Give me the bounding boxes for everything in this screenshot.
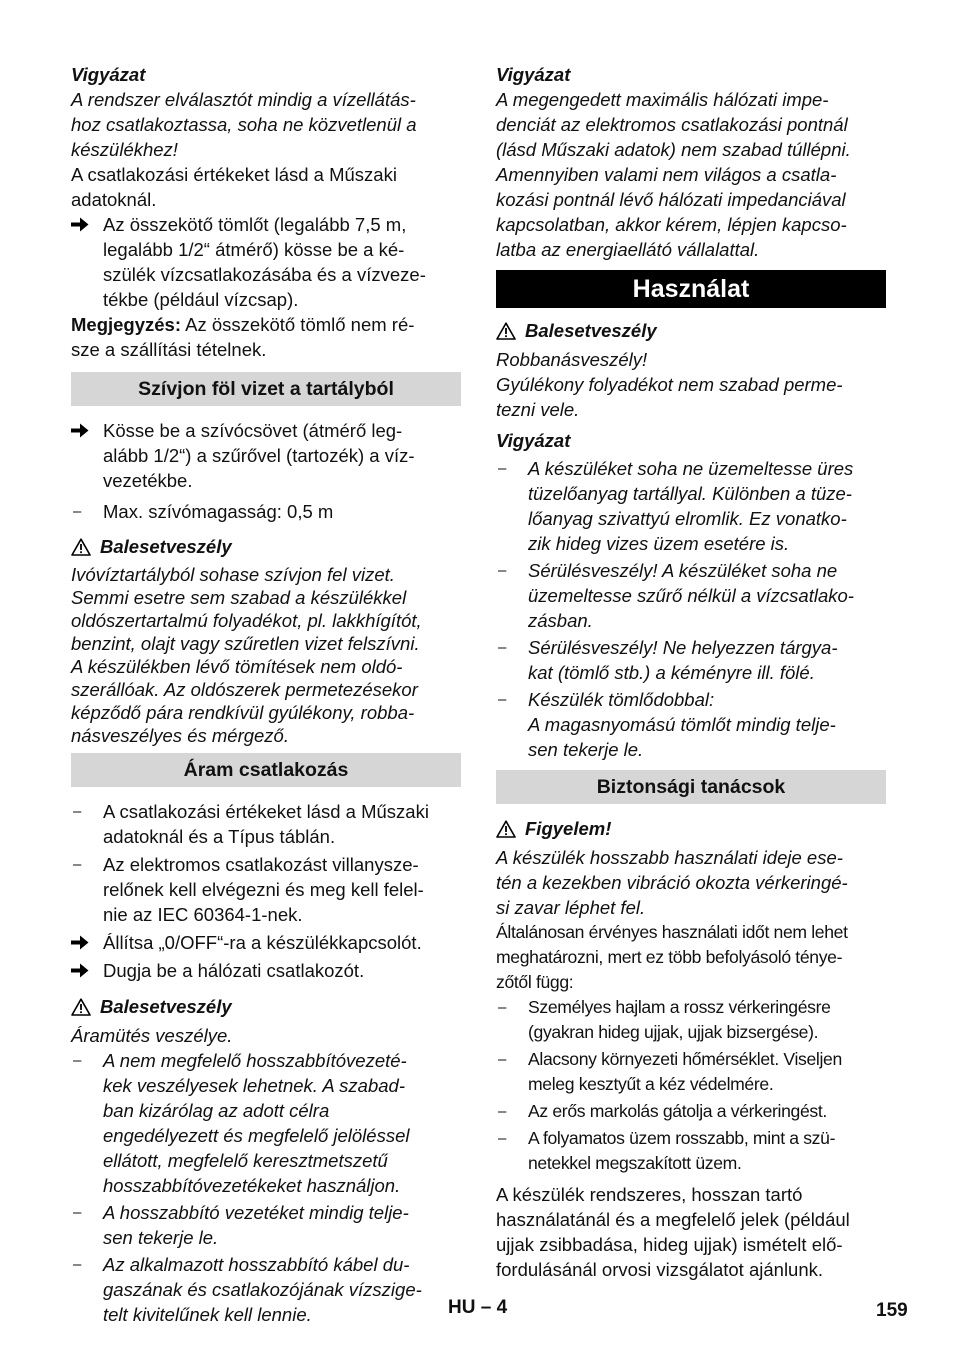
caution-text: A megengedett maximális hálózati impe- denciát az elektromos csatlakozási pontnál (lásd Műszaki adatok) nem szabad túllépni. Amennyiben valami nem világos a csatla- kozási pontnál lévő hálózati impedanciával kapcsolatban, akkor kérem, lépjen kapcso- latba az energiaellátó vállalattal. [496, 89, 851, 260]
list-item: – Az alkalmazott hosszabbító kábel du- gaszának és csatlakozójának vízszige- telt kivitelűnek kell lennie. [73, 1254, 422, 1325]
list-item: – Az erős markolás gátolja a vérkeringést. [498, 1101, 827, 1121]
danger-intro: Áramütés veszélye. [71, 1025, 233, 1046]
warning-triangle-icon [496, 322, 516, 340]
power-step-switch: Állítsa „0/OFF“-ra a készülékkapcsolót. [71, 930, 461, 956]
danger-heading: Balesetveszély [71, 534, 461, 559]
attention-text: A készülék hosszabb használati ideje ese- tén a kezekben vibráció okozta vérkeringé- si zavar léphet fel. [496, 847, 848, 918]
list-item: – Az elektromos csatlakozást villanysze- relőnek kell elvégezni és meg kell felel- nie az IEC 60364-1-nek. [73, 854, 424, 925]
list-item: – Alacsony környezeti hőmérséklet. Viseljen meleg kesztyűt a kéz védelmére. [498, 1049, 842, 1094]
warning-triangle-icon [71, 538, 91, 556]
danger-text: Ivóvíztartályból sohase szívjon fel vizet. Semmi esetre sem szabad a készülékkel oldószertartalmú folyadékot, pl. lakkhígítót, benzint, olajt vagy szűretlen vizet felszívni. A készülékben lévő tömítések nem oldó- szerállóak. Az oldószerek permetezésekor képződő pára rendkívül gyúlékony, robba- násveszélyes és mérgező. [71, 564, 422, 746]
power-step-plug: Dugja be a hálózati csatlakozót. [71, 958, 461, 984]
right-column [496, 62, 886, 1282]
warning-triangle-icon [496, 820, 516, 838]
left-column [71, 62, 461, 1327]
connection-values-note: A csatlakozási értékeket lásd a Műszaki adatoknál. [71, 164, 397, 210]
caution-heading: Vigyázat [496, 430, 571, 451]
caution-heading: Vigyázat [71, 64, 146, 85]
general-text: Általánosan érvényes használati időt nem lehet meghatározni, mert ez több befolyásoló ténye- zőtől függ: [496, 922, 848, 992]
section-heading-suction: Szívjon föl vizet a tartályból [71, 372, 461, 406]
attention-heading: Figyelem! [496, 816, 886, 841]
section-heading-usage: Használat [496, 270, 886, 308]
list-item: – Személyes hajlam a rossz vérkeringésre (gyakran hideg ujjak, ujjak bizsergése). [498, 997, 831, 1042]
arrow-right-icon [71, 212, 103, 238]
caution-text: A rendszer elválasztót mindig a vízellátás- hoz csatlakoztassa, soha ne közvetlenül a készülékhez! [71, 89, 417, 160]
list-item: – Sérülésveszély! Ne helyezzen tárgya- kat (tömlő stb.) a kéményre ill. fölé. [498, 637, 838, 683]
list-item: – A készüléket soha ne üzemeltesse üres tüzelőanyag tartállyal. Különben a tüze- lőanyag szivattyú elromlik. Ez vonatko- zik hideg vizes üzem esetére is. [498, 458, 854, 554]
list-item: – Készülék tömlődobbal: A magasnyomású tömlőt mindig telje- sen tekerje le. [498, 689, 836, 760]
list-item: – A hosszabbító vezetéket mindig telje- sen tekerje le. [73, 1202, 409, 1248]
danger-heading: Balesetveszély [496, 318, 886, 343]
list-item: – A csatlakozási értékeket lásd a Műszaki adatoknál és a Típus táblán. [73, 801, 429, 847]
arrow-right-icon [71, 930, 103, 956]
list-item: – A nem megfelelő hosszabbítóvezeté- kek veszélyesek lehetnek. A szabad- ban kizárólag az adott célra engedélyezett és megfelelő jelöléssel ellátott, megfelelő keresztmetszetű hosszabbítóvezetékeket használjon. [73, 1050, 410, 1196]
closing-text: A készülék rendszeres, hosszan tartó használatánál és a megfelelő jelek (például ujjak zsibbadása, hideg ujjak) ismételt elő- fordulásánál orvosi vizsgálatot ajánlunk. [496, 1184, 850, 1280]
page-number: 159 [876, 1300, 908, 1321]
arrow-right-icon [71, 418, 103, 444]
note-paragraph: Megjegyzés: Az összekötő tömlő nem ré- sze a szállítási tételnek. [71, 314, 415, 360]
danger-heading: Balesetveszély [71, 994, 461, 1019]
arrow-right-icon [71, 958, 103, 984]
hose-step: Az összekötő tömlőt (legalább 7,5 m, legalább 1/2“ átmérő) kösse be a ké- szülék vízcsatlakozásába és a vízveze- tékbe (például vízcsap). [71, 212, 461, 312]
list-item: – Max. szívómagasság: 0,5 m [73, 501, 334, 522]
list-item: – A folyamatos üzem rosszabb, mint a szü- netekkel megszakított üzem. [498, 1128, 836, 1173]
note-label: Megjegyzés: [71, 314, 182, 335]
warning-triangle-icon [71, 998, 91, 1016]
list-item: – Sérülésveszély! A készüléket soha ne üzemeltesse szűrő nélkül a vízcsatlako- zásban. [498, 560, 854, 631]
section-heading-power: Áram csatlakozás [71, 753, 461, 787]
section-heading-safety: Biztonsági tanácsok [496, 770, 886, 804]
danger-text: Robbanásveszély! Gyúlékony folyadékot nem szabad perme- tezni vele. [496, 349, 843, 420]
footer-section-label: HU – 4 [448, 1297, 508, 1318]
caution-heading: Vigyázat [496, 64, 571, 85]
suction-step: Kösse be a szívócsövet (átmérő leg- alább 1/2“) a szűrővel (tartozék) a víz- vezetékbe. [71, 418, 461, 493]
